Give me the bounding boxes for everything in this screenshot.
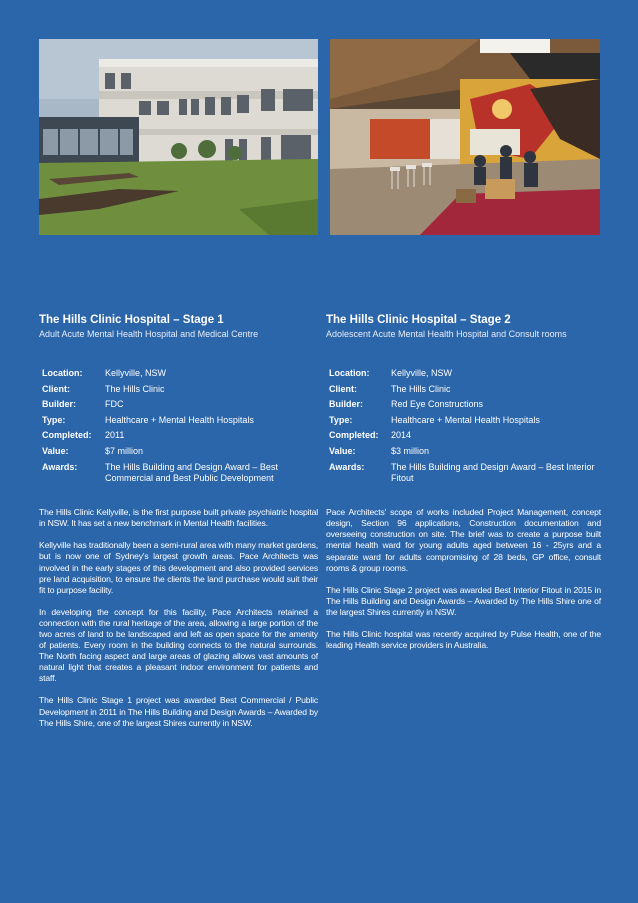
project-facts-table — [42, 368, 318, 488]
facts-row-location — [329, 368, 601, 384]
description-paragraph: In developing the concept for this facility, Pace Architects retained a connection with the rural heritage of the area, allowing a large portion of the two acres of land to be landscaped and left as open space for the amenity of patients. Every room in the building connects to the natural surrounds. The North facing aspect and large areas of glazing allows vast amounts of natural light that creates a pleasant indoor environment for patients and staff. — [39, 606, 318, 684]
description-paragraph: The Hills Clinic Kellyville, is the first purpose built private psychiatric hospital in NSW. It has set a new benchmark in Mental Health facilities. — [39, 507, 318, 529]
facts-row-awards — [42, 462, 318, 489]
facts-label: Type: — [42, 414, 66, 425]
facts-row-type — [329, 415, 601, 431]
facts-label: Completed: — [329, 430, 379, 441]
project-description — [39, 507, 318, 729]
facts-value: The Hills Building and Design Award – Best Commercial and Best Public Development — [105, 461, 278, 483]
project-stage2-column — [326, 313, 601, 662]
facts-value: $7 million — [105, 445, 144, 456]
project-title: The Hills Clinic Hospital – Stage 1 — [39, 314, 224, 326]
project-stage1-column — [39, 313, 318, 740]
project-title: The Hills Clinic Hospital – Stage 2 — [326, 314, 511, 326]
facts-label: Value: — [329, 445, 356, 456]
facts-value: The Hills Building and Design Award – Best Interior Fitout — [391, 461, 595, 483]
facts-value: FDC — [105, 399, 124, 410]
description-paragraph: Pace Architects' scope of works included Project Management, concept design, Section 96 applications, Construction documentation and overseeing construction on site. The brief was to create a purpose built mental health ward for young adults aged between 16 - 25yrs and a separate ward for adults compromising of 28 beds, GP office, consult rooms & group rooms. — [326, 507, 601, 573]
facts-row-type — [42, 415, 318, 431]
description-paragraph: Kellyville has traditionally been a semi-rural area with many market gardens, but is now one of Sydney's largest growth areas. Pace Architects was involved in the early stages of this development and also provided services pre land acquisition, to ensure the clients the land purchase would suit their fit to purpose facility. — [39, 540, 318, 595]
facts-value: The Hills Clinic — [391, 383, 451, 394]
project-subtitle: Adult Acute Mental Health Hospital and Medical Centre — [39, 329, 259, 339]
description-paragraph: The Hills Clinic Stage 2 project was awarded Best Interior Fitout in 2015 in The Hills Building and Design Awards – Awarded by The Hills Shire one of the largest Shires currently in NSW. — [326, 584, 601, 617]
facts-value: Healthcare + Mental Health Hospitals — [391, 414, 540, 425]
facts-row-builder — [42, 399, 318, 415]
facts-value: $3 million — [391, 445, 430, 456]
project-subtitle: Adolescent Acute Mental Health Hospital and Consult rooms — [326, 329, 567, 339]
facts-label: Awards: — [42, 461, 78, 472]
facts-value: The Hills Clinic — [105, 383, 165, 394]
facts-label: Type: — [329, 414, 353, 425]
facts-row-completed — [42, 430, 318, 446]
facts-row-value — [42, 446, 318, 462]
facts-label: Client: — [42, 383, 70, 394]
description-paragraph: The Hills Clinic hospital was recently acquired by Pulse Health, one of the leading Health service providers in Australia. — [326, 629, 601, 651]
facts-label: Value: — [42, 445, 69, 456]
facts-row-awards — [329, 462, 601, 489]
facts-label: Location: — [329, 368, 370, 378]
facts-value: Kellyville, NSW — [105, 368, 167, 378]
facts-row-completed — [329, 430, 601, 446]
facts-row-value — [329, 446, 601, 462]
facts-row-client — [42, 384, 318, 400]
facts-label: Awards: — [329, 461, 365, 472]
project-description — [326, 507, 601, 651]
facts-value: Red Eye Constructions — [391, 399, 484, 410]
facts-label: Builder: — [42, 399, 77, 410]
facts-value: Healthcare + Mental Health Hospitals — [105, 414, 254, 425]
facts-value: 2014 — [391, 430, 412, 441]
description-paragraph: The Hills Clinic Stage 1 project was awarded Best Commercial / Public Development in 2011 in The Hills Building and Design Awards – Awarded by The Hills Shire, one of the largest Shires currently in NSW. — [39, 695, 318, 728]
facts-label: Completed: — [42, 430, 92, 441]
facts-label: Builder: — [329, 399, 364, 410]
facts-value: 2011 — [105, 430, 125, 441]
facts-row-client — [329, 384, 601, 400]
project-facts-table — [329, 368, 601, 488]
stage2-interior-photo — [330, 39, 600, 235]
facts-row-builder — [329, 399, 601, 415]
facts-row-location — [42, 368, 318, 384]
facts-label: Location: — [42, 368, 83, 378]
facts-value: Kellyville, NSW — [391, 368, 453, 378]
facts-label: Client: — [329, 383, 357, 394]
stage1-exterior-photo — [39, 39, 318, 235]
